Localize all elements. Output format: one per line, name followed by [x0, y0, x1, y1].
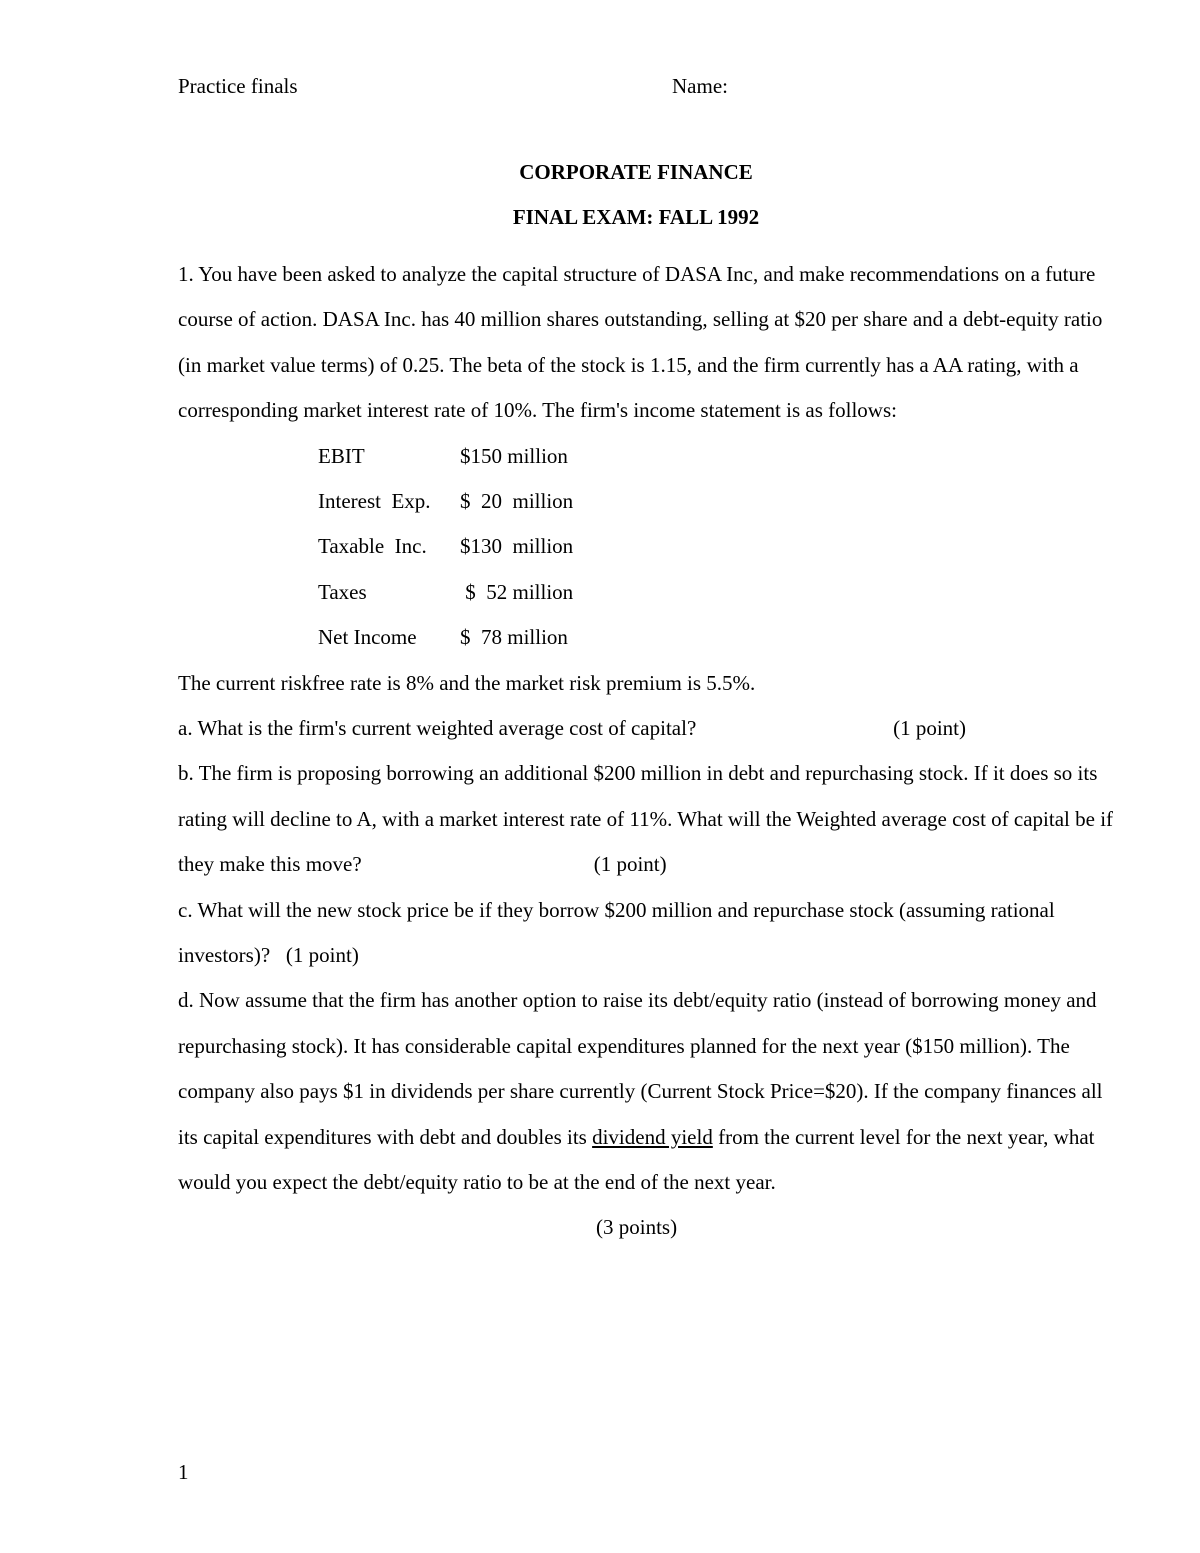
- page-number: 1: [178, 1460, 189, 1484]
- income-label: Taxes: [318, 579, 367, 604]
- income-row-taxable: [318, 524, 1118, 569]
- question-1c-text: c. What will the new stock price be if they borrow $200 million and repurchase stock (assuming rational investors)?: [178, 897, 1055, 968]
- question-1a-points: (1 point): [893, 715, 966, 740]
- income-row-net-income: [318, 615, 1118, 660]
- riskfree-statement: The current riskfree rate is 8% and the market risk premium is 5.5%.: [178, 670, 756, 695]
- income-value: $ 52 million: [460, 579, 574, 604]
- income-statement: [178, 434, 1118, 661]
- header-course: Practice finals: [178, 74, 298, 98]
- question-1d-text-after: from the current level for the next year, what would you expect the debt/equity ratio to be at the end of the next year.: [178, 1124, 1095, 1195]
- question-1: [178, 252, 1118, 1251]
- income-label: Net Income: [318, 625, 417, 650]
- question-1a-text: a. What is the firm's current weighted average cost of capital?: [178, 715, 697, 740]
- income-value: $ 20 million: [460, 489, 574, 514]
- income-value: $130 million: [460, 534, 574, 559]
- exam-title: CORPORATE FINANCE: [519, 160, 753, 184]
- income-label: Taxable Inc.: [318, 534, 427, 559]
- question-1b: [178, 751, 1118, 887]
- question-1d-text-before: d. Now assume that the firm has another option to raise its debt/equity ratio (instead of borrowing money and repurchasing stock). It has considerable capital expenditures planned for the next year ($150 million). The company also pays $1 in dividends per share currently (Current Stock Price=$20). If the company finances all its capital expenditures with debt and doubles its: [178, 988, 1103, 1149]
- question-1-intro: 1. You have been asked to analyze the capital structure of DASA Inc, and make recommendations on a future course of action. DASA Inc. has 40 million shares outstanding, selling at $20 per share and a debt-equity ratio (in market value terms) of 0.25. The beta of the stock is 1.15, and the firm currently has a AA rating, with a corresponding market interest rate of 10%. The firm's income statement is as follows:: [178, 262, 1103, 423]
- question-1b-text: b. The firm is proposing borrowing an additional $200 million in debt and repurchasing stock. If it does so its rating will decline to A, with a market interest rate of 11%. What will the Weighted average cost of capital be if they make this move?: [178, 761, 1114, 877]
- question-1a: [178, 706, 1118, 751]
- question-1c: [178, 888, 1118, 979]
- question-1b-points: (1 point): [593, 852, 667, 877]
- exam-subtitle: FINAL EXAM: FALL 1992: [512, 205, 760, 229]
- header-name-label: Name:: [672, 74, 728, 98]
- income-row-taxes: [318, 570, 1118, 615]
- income-label: EBIT: [318, 443, 365, 468]
- income-value: $ 78 million: [460, 625, 568, 650]
- income-value: $150 million: [460, 443, 568, 468]
- income-row-interest: [318, 479, 1118, 524]
- question-1d-points: (3 points): [596, 1215, 678, 1240]
- question-1d: [178, 978, 1118, 1250]
- question-1d-underlined: dividend yield: [592, 1124, 713, 1149]
- question-1c-points: (1 point): [285, 943, 359, 968]
- income-row-ebit: [318, 434, 1118, 479]
- income-label: Interest Exp.: [318, 489, 431, 514]
